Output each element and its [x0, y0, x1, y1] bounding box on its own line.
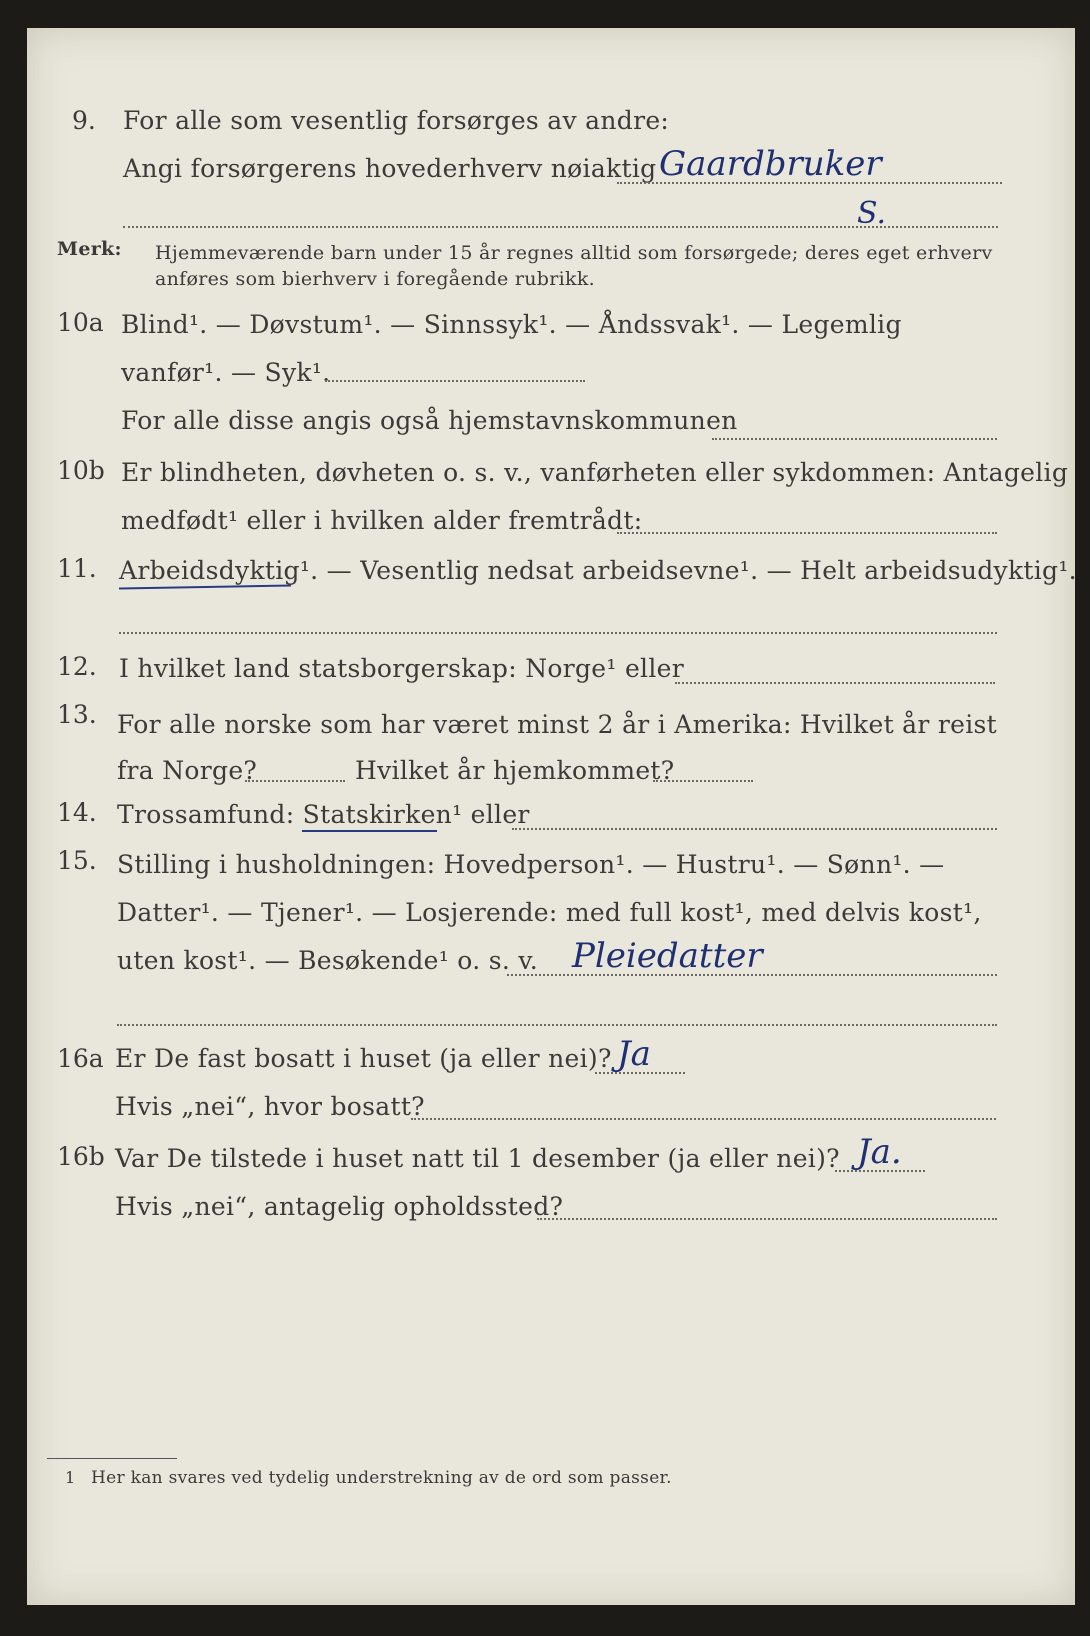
q16b-line1: Var De tilstede i huset natt til 1 desember (ja eller nei)? — [115, 1144, 840, 1173]
q14-answer-line — [512, 828, 997, 830]
q10b-line2: medfødt¹ eller i hvilken alder fremtrådt: — [121, 506, 643, 535]
q9-line1: For alle som vesentlig forsørges av andre: — [123, 106, 670, 135]
q16a-number: 16a — [57, 1044, 104, 1073]
q12-line1: I hvilket land statsborgerskap: Norge¹ eller — [119, 654, 684, 683]
q9-line2: Angi forsørgerens hovederhverv nøiaktig — [123, 154, 657, 183]
q14-line1: Trossamfund: Statskirken¹ eller — [117, 800, 530, 829]
q10b-answer-line — [617, 532, 997, 534]
form-page — [27, 28, 1075, 1605]
merk-line1: Hjemmeværende barn under 15 år regnes alltid som forsørgede; deres eget erhverv — [155, 242, 993, 264]
footnote-rule — [47, 1458, 177, 1459]
q10a-line1: Blind¹. — Døvstum¹. — Sinnssyk¹. — Åndssvak¹. — Legemlig — [121, 310, 902, 339]
q15-answer-line2 — [117, 1024, 997, 1026]
q13-hjemkommet-line — [653, 780, 753, 782]
footnote-mark: 1 — [65, 1468, 76, 1487]
q9-number: 9. — [72, 106, 96, 135]
q11-answer-line — [119, 632, 997, 634]
q16a-bosatt-line — [411, 1118, 996, 1120]
q15-number: 15. — [57, 846, 97, 875]
q10a-kommune-line — [712, 438, 997, 440]
q15-handwritten-answer: Pleiedatter — [572, 936, 763, 976]
q13-number: 13. — [57, 700, 97, 729]
q10b-line1: Er blindheten, døvheten o. s. v., vanførheten eller sykdommen: Antagelig — [121, 458, 1069, 487]
q16a-line2: Hvis „nei“, hvor bosatt? — [115, 1092, 425, 1121]
merk-label: Merk: — [57, 238, 122, 260]
q14-underline-statskirken — [302, 830, 437, 832]
q11-underline-arbeidsdyktig — [119, 584, 291, 589]
footnote-text: Her kan svares ved tydelig understrekning av de ord som passer. — [91, 1468, 672, 1488]
q16a-line1: Er De fast bosatt i huset (ja eller nei)? — [115, 1044, 612, 1073]
merk-line2: anføres som bierhverv i foregående rubrikk. — [155, 268, 595, 290]
q10a-line2: vanfør¹. — Syk¹. — [121, 358, 331, 387]
q9-handwritten-answer2: S. — [857, 196, 887, 231]
q16b-opholdssted-line — [537, 1218, 997, 1220]
q13-line1: For alle norske som har været minst 2 år i Amerika: Hvilket år reist — [117, 710, 998, 739]
q16b-handwritten-answer: Ja. — [857, 1132, 902, 1172]
q10b-number: 10b — [57, 456, 105, 485]
q10a-line3: For alle disse angis også hjemstavnskommunen — [121, 406, 738, 435]
q10a-number: 10a — [57, 308, 104, 337]
q16b-number: 16b — [57, 1142, 105, 1171]
q16b-line2: Hvis „nei“, antagelig opholdssted? — [115, 1192, 564, 1221]
q13-reist-line — [245, 780, 345, 782]
q15-line1: Stilling i husholdningen: Hovedperson¹. — Hustru¹. — Sønn¹. — — [117, 850, 945, 879]
q11-line1: Arbeidsdyktig¹. — Vesentlig nedsat arbeidsevne¹. — Helt arbeidsudyktig¹. — [119, 556, 1077, 585]
q15-line3: uten kost¹. — Besøkende¹ o. s. v. — [117, 946, 539, 975]
q14-number: 14. — [57, 798, 97, 827]
q10a-syk-line — [325, 380, 585, 382]
q9-handwritten-answer: Gaardbruker — [659, 144, 882, 184]
q13-line2b: Hvilket år hjemkommet? — [355, 756, 675, 785]
q16a-handwritten-answer: Ja — [617, 1034, 651, 1074]
q12-answer-line — [675, 682, 995, 684]
q15-line2: Datter¹. — Tjener¹. — Losjerende: med full kost¹, med delvis kost¹, — [117, 898, 982, 927]
q11-number: 11. — [57, 554, 97, 583]
q13-line2a: fra Norge? — [117, 756, 258, 785]
q12-number: 12. — [57, 652, 97, 681]
